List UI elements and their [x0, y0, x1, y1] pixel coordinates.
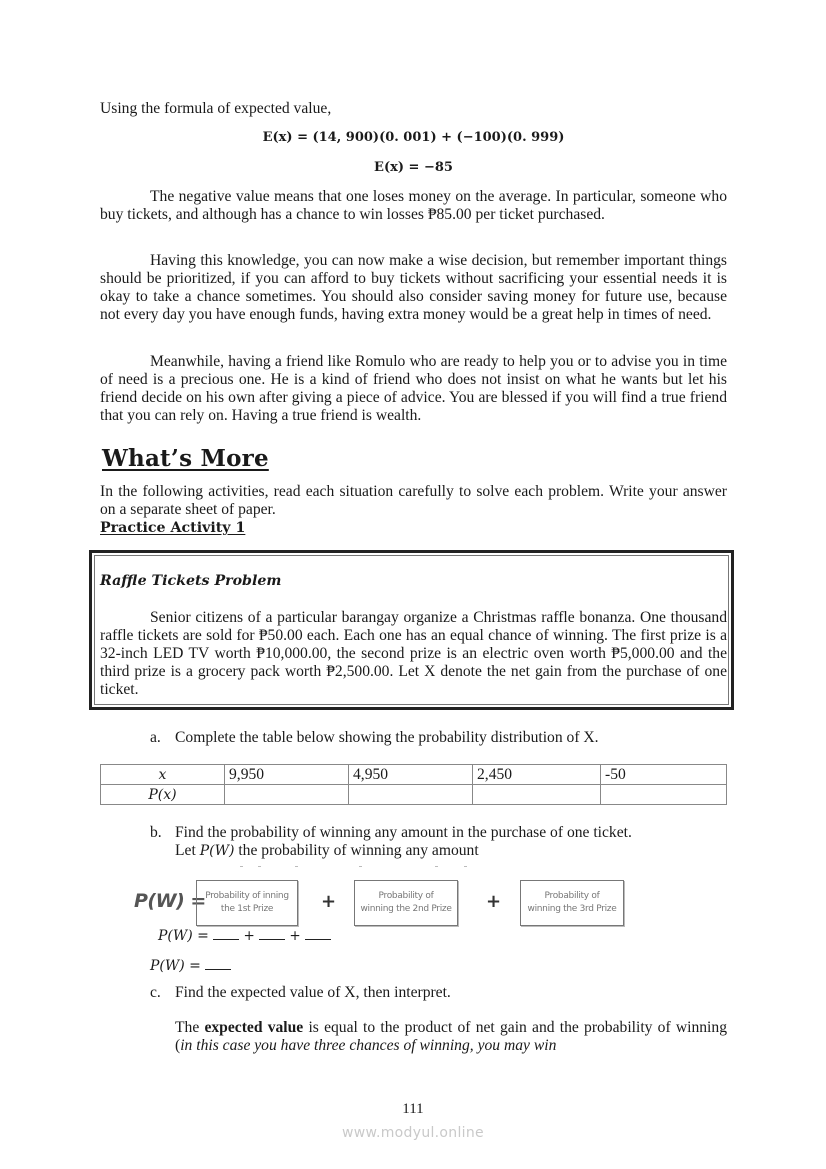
x-value-cell: 4,950: [349, 765, 473, 785]
blank-answer[interactable]: [259, 928, 285, 940]
pw-sum-fill-line: P(W) = + +: [158, 927, 331, 945]
table-row-px: [101, 785, 727, 805]
box-prob-first-prize: Probability of inning the 1st Prize: [196, 880, 298, 926]
section-heading: What’s More: [102, 445, 269, 472]
part-c-label: c.: [150, 984, 161, 1001]
equation-expected-value: E(x) = (14, 900)(0. 001) + (−100)(0. 999): [262, 130, 565, 145]
part-a-text: Complete the table below showing the probability distribution of X.: [175, 729, 599, 746]
probability-answer-cell[interactable]: [225, 785, 349, 805]
part-b-text-line-2: Let P(W) the probability of winning any amount: [175, 842, 479, 859]
scan-artifact: [258, 866, 261, 867]
probability-answer-cell[interactable]: [473, 785, 601, 805]
scan-artifact: [295, 866, 298, 867]
part-b-text-line-1: Find the probability of winning any amount in the purchase of one ticket.: [175, 824, 632, 841]
blank-answer[interactable]: [213, 928, 239, 940]
blank-answer[interactable]: [205, 958, 231, 970]
section-instructions: In the following activities, read each situation carefully to solve each problem. Write your answer on a separate sheet of paper.: [100, 483, 727, 518]
table-row-x: [101, 765, 727, 785]
blank-answer[interactable]: [305, 928, 331, 940]
formula-pw-lhs: P(W) =: [134, 890, 206, 912]
part-c-explanation: The expected value is equal to the product of net gain and the probability of winning (in this case you have three chances of winning, you may win: [175, 1019, 727, 1054]
probability-answer-cell[interactable]: [349, 785, 473, 805]
page-number: 111: [402, 1101, 424, 1117]
box-prob-second-prize: Probability of winning the 2nd Prize: [354, 880, 458, 926]
plus-icon: +: [321, 891, 337, 912]
scan-artifact: [359, 866, 362, 867]
activity-title: Practice Activity 1: [100, 520, 246, 536]
part-c-text: Find the expected value of X, then interpret.: [175, 984, 451, 1001]
equation-result: E(x) = −85: [374, 160, 453, 175]
row-header-px: P(x): [101, 785, 225, 805]
pw-total-fill-line: P(W) =: [150, 957, 231, 975]
part-a-label: a.: [150, 729, 161, 746]
part-b-label: b.: [150, 824, 162, 841]
watermark: www.modyul.online: [342, 1125, 484, 1141]
paragraph-true-friend: Meanwhile, having a friend like Romulo who are ready to help you or to advise you in time of need is a precious one. He is a kind of friend who does not insist on what he wants but let his friend decide on his own after giving a piece of advice. You are blessed if you will find a true friend that you can rely on. Having a true friend is wealth.: [100, 353, 727, 424]
x-value-cell: 2,450: [473, 765, 601, 785]
probability-answer-cell[interactable]: [601, 785, 727, 805]
problem-title: Raffle Tickets Problem: [100, 573, 282, 589]
box-prob-third-prize: Probability of winning the 3rd Prize: [520, 880, 624, 926]
scan-artifact: [464, 866, 467, 867]
scan-artifact: [435, 866, 438, 867]
scan-artifact: [240, 866, 243, 867]
plus-icon: +: [486, 891, 502, 912]
probability-distribution-table: [100, 764, 727, 805]
x-value-cell: -50: [601, 765, 727, 785]
x-value-cell: 9,950: [225, 765, 349, 785]
paragraph-negative-value: The negative value means that one loses money on the average. In particular, someone who buy tickets, and although has a chance to win losses ₱85.00 per ticket purchased.: [100, 188, 727, 223]
paragraph-wise-decision: Having this knowledge, you can now make a wise decision, but remember important things should be prioritized, if you can afford to buy tickets without sacrificing your essential needs it is okay to take a chance sometimes. You should also consider saving money for future use, because not every day you have enough funds, having extra money would be a great help in times of need.: [100, 252, 727, 323]
formula-lead-text: Using the formula of expected value,: [100, 100, 332, 117]
row-header-x: x: [101, 765, 225, 785]
problem-body: Senior citizens of a particular barangay organize a Christmas raffle bonanza. One thousand raffle tickets are sold for ₱50.00 each. Each one has an equal chance of winning. The first prize is a 32-inch LED TV worth ₱10,000.00, the second prize is an electric oven worth ₱5,000.00 and the third prize is a grocery pack worth ₱2,500.00. Let X denote the net gain from the purchase of one ticket.: [100, 609, 727, 698]
